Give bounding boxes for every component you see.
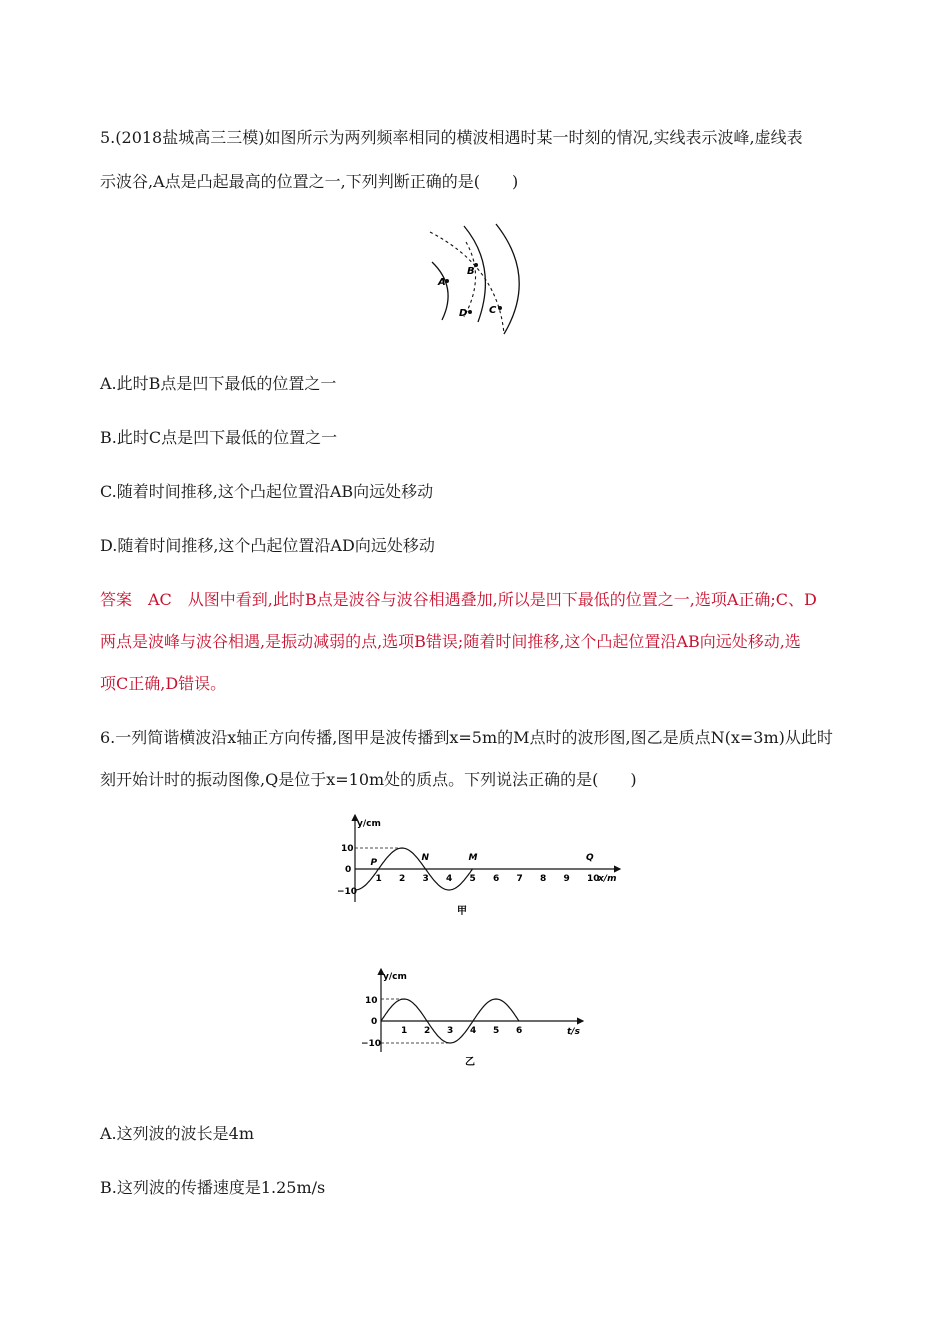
x-axis-label: x/m — [598, 874, 617, 884]
label-C: C — [489, 305, 497, 316]
q5-interference-figure — [420, 222, 530, 337]
y-tick-0: 0 — [345, 865, 352, 875]
y-tick-neg10: −10 — [361, 1039, 382, 1049]
q6-option-b: B.这列波的传播速度是1.25m/s — [100, 1178, 326, 1197]
y-tick-neg10: −10 — [337, 887, 358, 897]
crest-line-3 — [496, 224, 519, 334]
x-tick-8: 8 — [540, 874, 547, 884]
point-label-P: P — [370, 858, 378, 868]
point-C — [498, 306, 502, 310]
x-tick-3: 3 — [422, 874, 429, 884]
point-label-Q: Q — [586, 853, 594, 863]
t-tick-4: 4 — [470, 1026, 477, 1036]
point-label-N: N — [421, 853, 430, 863]
q5-stem-line-2: 示波谷,A点是凸起最高的位置之一,下列判断正确的是( ) — [100, 172, 519, 191]
x-tick-5: 5 — [469, 874, 476, 884]
q5-option-b: B.此时C点是凹下最低的位置之一 — [100, 428, 338, 447]
q5-option-a: A.此时B点是凹下最低的位置之一 — [100, 374, 337, 393]
t-tick-2: 2 — [424, 1026, 431, 1036]
t-tick-3: 3 — [447, 1026, 454, 1036]
x-tick-7: 7 — [516, 874, 523, 884]
y-tick-10: 10 — [341, 844, 354, 854]
x-tick-1: 1 — [375, 874, 382, 884]
chart-yi-vibration — [345, 964, 595, 1072]
y-tick-10: 10 — [365, 996, 378, 1006]
x-tick-10: 10 — [587, 874, 600, 884]
point-label-M: M — [468, 853, 478, 863]
q5-stem-line-1: 5.(2018盐城高三三模)如图所示为两列频率相同的横波相遇时某一时刻的情况,实线表示波峰,虚线表 — [100, 128, 803, 147]
label-A: A — [438, 277, 446, 288]
t-tick-6: 6 — [516, 1026, 523, 1036]
x-tick-9: 9 — [563, 874, 570, 884]
q5-answer-line-1: 答案 AC 从图中看到,此时B点是波谷与波谷相遇叠加,所以是凹下最低的位置之一,选项A正确;C、D — [100, 590, 817, 609]
point-D — [468, 310, 472, 314]
y-axis-label: y/cm — [357, 819, 381, 829]
q6-stem-line-1: 6.一列简谐横波沿x轴正方向传播,图甲是波传播到x=5m的M点时的波形图,图乙是质点N(x=3m)从此时 — [100, 728, 833, 747]
y-axis-label: y/cm — [383, 972, 407, 982]
q5-answer-line-3: 项C正确,D错误。 — [100, 674, 227, 693]
y-tick-0: 0 — [371, 1017, 378, 1027]
q6-option-a: A.这列波的波长是4m — [100, 1124, 254, 1143]
chart-jia-waveform — [325, 810, 625, 922]
t-tick-1: 1 — [401, 1026, 408, 1036]
q6-stem-line-2: 刻开始计时的振动图像,Q是位于x=10m处的质点。下列说法正确的是( ) — [100, 770, 637, 789]
x-tick-4: 4 — [446, 874, 453, 884]
q5-option-c: C.随着时间推移,这个凸起位置沿AB向远处移动 — [100, 482, 434, 501]
q5-option-d: D.随着时间推移,这个凸起位置沿AD向远处移动 — [100, 536, 435, 555]
q5-answer-line-2: 两点是波峰与波谷相遇,是振动减弱的点,选项B错误;随着时间推移,这个凸起位置沿AB向远处移动,选 — [100, 632, 801, 651]
x-tick-6: 6 — [493, 874, 500, 884]
x-tick-2: 2 — [399, 874, 406, 884]
crest-line-1 — [432, 262, 448, 320]
t-axis-label: t/s — [567, 1027, 580, 1037]
chart-jia-caption: 甲 — [457, 906, 467, 917]
t-tick-5: 5 — [493, 1026, 500, 1036]
label-D: D — [459, 308, 468, 319]
chart-yi-caption: 乙 — [465, 1057, 475, 1068]
trough-line-2 — [464, 242, 476, 317]
label-B: B — [467, 266, 475, 277]
